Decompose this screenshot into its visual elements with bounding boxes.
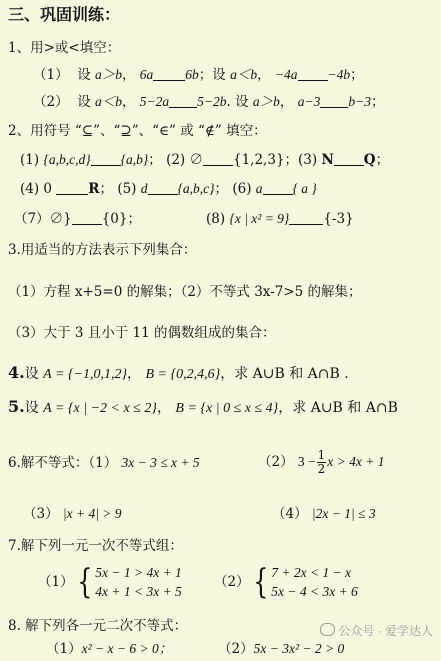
- q5: 5.设 A = {x | −2 < x ≤ 2}， B = {x | 0 ≤ x ≤ 4}，求 A∪B 和 A∩B: [8, 397, 398, 416]
- q1-part2: （2） 设 a＜b， 5−2a 5−2b. 设 a＞b， a−3 b−3；: [33, 94, 385, 110]
- answer-blank[interactable]: [320, 95, 348, 108]
- watermark: 公众号 · 爱学达人: [320, 622, 433, 639]
- q2-title: 2、用符号 “⊆”、“⊇”、“∈” 或 “∉” 填空：: [8, 123, 267, 139]
- answer-blank[interactable]: [153, 68, 185, 81]
- section-title: 三、巩固训练：: [8, 5, 121, 24]
- q6-part1: 6.解不等式：（1） 3x − 3 ≤ x + 5: [8, 455, 200, 471]
- brace-icon: {: [76, 562, 92, 602]
- answer-blank[interactable]: [203, 153, 233, 166]
- answer-blank[interactable]: [72, 212, 102, 225]
- q7-system2: （2） { 7 + 2x < 1 − x 5x − 4 < 3x + 6: [214, 562, 358, 602]
- answer-blank[interactable]: [148, 182, 178, 195]
- q3-title: 3.用适当的方法表示下列集合：: [8, 242, 197, 258]
- answer-blank[interactable]: [298, 68, 328, 81]
- q6-part3: （3） |x + 4| > 9: [23, 506, 122, 522]
- fraction: $\frac{1}{2}$: [317, 447, 326, 476]
- q1-part1: （1） 设 a＞b， 6a 6b；设 a＜b， −4a −4b；: [33, 67, 364, 83]
- brace-icon: {: [252, 562, 268, 602]
- answer-blank[interactable]: [289, 212, 323, 225]
- q2-row3: （7）∅} {0}；: [14, 211, 141, 227]
- q7-title: 7.解下列一元一次不等式组：: [8, 538, 183, 554]
- q8-part1: （1）x² − x − 6 > 0；: [46, 641, 173, 657]
- wechat-icon: [320, 623, 335, 636]
- q6-part2: （2） 3 − $\frac{1}{2}$ x > 4x + 1: [258, 447, 385, 476]
- q6-part4: （4） |2x − 1| ≤ 3: [272, 506, 376, 522]
- q3-line2: （3）大于 3 且小于 11 的偶数组成的集合：: [8, 325, 276, 341]
- q4: 4.设 A = {−1,0,1,2}， B = {0,2,4,6}，求 A∪B 和 A∩B .: [8, 363, 349, 382]
- q8-part2: （2）5x − 3x² − 2 > 0: [218, 641, 345, 657]
- q7-system1: （1） { 5x − 1 > 4x + 1 4x + 1 < 3x + 5: [38, 562, 182, 602]
- q2-row2: (4) 0 R； (5) d {a,b,c}； (6) a { a }: [20, 181, 317, 197]
- answer-blank[interactable]: [56, 182, 88, 195]
- answer-blank[interactable]: [263, 182, 293, 195]
- q1-title: 1、用>或<填空：: [8, 40, 121, 56]
- answer-blank[interactable]: [169, 95, 197, 108]
- answer-blank[interactable]: [91, 153, 121, 166]
- q2-row1: (1) {a,b,c,d} {a,b}； (2) ∅ {1,2,3}；(3) N Q；: [20, 152, 390, 168]
- q8-title: 8. 解下列各一元二次不等式：: [8, 618, 188, 634]
- q3-line1: （1）方程 x+5=0 的解集；（2）不等式 3x-7>5 的解集；: [8, 284, 362, 300]
- q2-row3-item8: (8) {x | x² = 9} {-3}: [206, 211, 354, 227]
- answer-blank[interactable]: [334, 153, 364, 166]
